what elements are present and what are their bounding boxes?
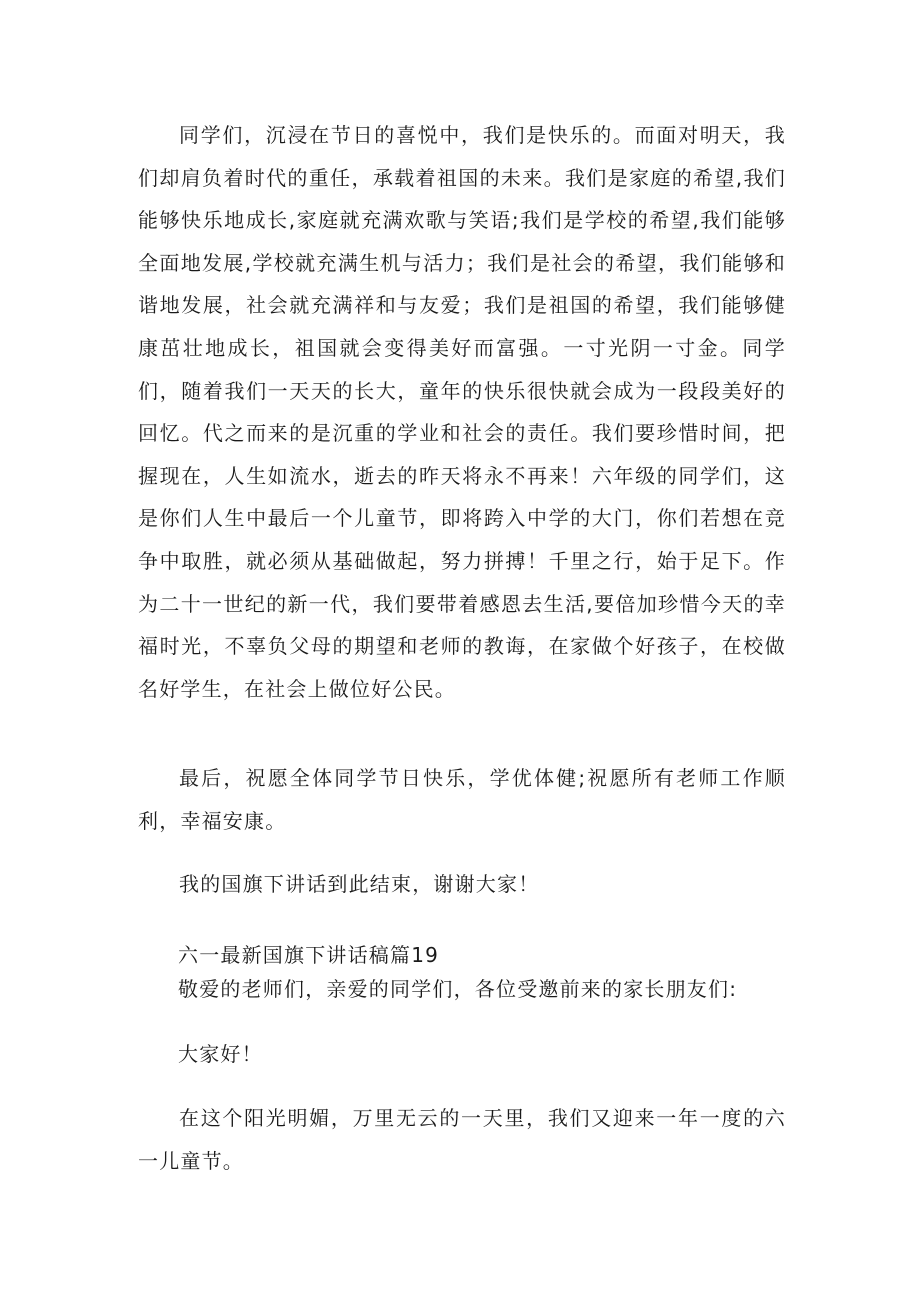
closing-thanks-paragraph: 我的国旗下讲话到此结束，谢谢大家！ (179, 872, 540, 896)
body-paragraph: 同学们，沉浸在节日的喜悦中，我们是快乐的。而面对明天，我们却肩负着时代的重任，承载着祖国的未来。我们是家庭的希望,我们能够快乐地成长,家庭就充满欢歌与笑语;我们是学校的希望,我们能够全面地发展,学校就充满生机与活力；我们是社会的希望，我们能够和谐地发展，社会就充满祥和与友爱；我们是祖国的希望，我们能够健康茁壮地成长，祖国就会变得美好而富强。一寸光阴一寸金。同学们，随着我们一天天的长大，童年的快乐很快就会成为一段段美好的回忆。代之而来的是沉重的学业和社会的责任。我们要珍惜时间，把握现在，人生如流水，逝去的昨天将永不再来！六年级的同学们，这是你们人生中最后一个儿童节，即将跨入中学的大门，你们若想在竞争中取胜，就必须从基础做起，努力拼搏！千里之行，始于足下。作为二十一世纪的新一代，我们要带着感恩去生活,要倍加珍惜今天的幸福时光，不辜负父母的期望和老师的教诲，在家做个好孩子，在校做名好学生，在社会上做位好公民。 (138, 123, 786, 701)
closing-wishes-paragraph: 最后，祝愿全体同学节日快乐，学优体健;祝愿所有老师工作顺利，幸福安康。 (138, 766, 786, 833)
opening-paragraph: 在这个阳光明媚，万里无云的一天里，我们又迎来一年一度的六一儿童节。 (138, 1106, 786, 1173)
greeting-line: 大家好！ (178, 1042, 263, 1066)
salutation-line: 敬爱的老师们，亲爱的同学们，各位受邀前来的家长朋友们: (178, 977, 738, 1001)
section-heading: 六一最新国旗下讲话稿篇19 (178, 943, 440, 967)
